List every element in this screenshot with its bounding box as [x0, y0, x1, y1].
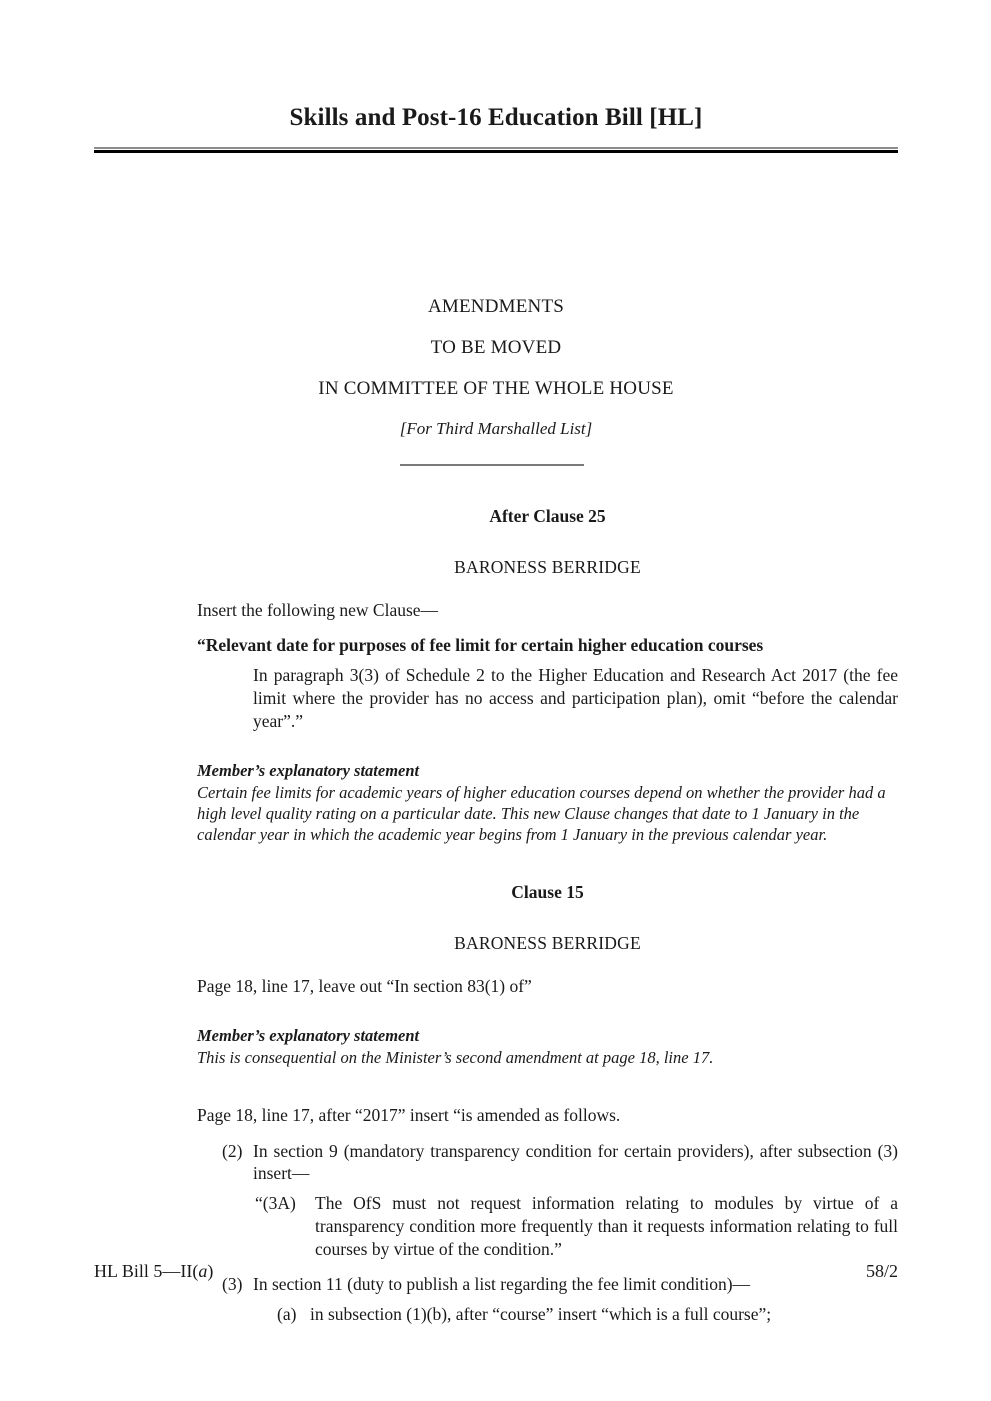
amendment-item-3a-marker: “(3A) [255, 1193, 296, 1214]
header-separator-rule [400, 464, 584, 466]
document-body [197, 505, 898, 1326]
amendment-item-a-marker: (a) [277, 1304, 297, 1325]
rule-thick-line [94, 150, 898, 153]
amendment-item-a-text: in subsection (1)(b), after “course” insert “which is a full course”; [310, 1304, 772, 1325]
spacer [197, 579, 898, 599]
title-double-rule [94, 147, 898, 153]
spacer [197, 845, 898, 881]
page-number: 58/2 [865, 1261, 898, 1281]
spacer [197, 955, 898, 975]
amendment-item-3-marker: (3) [222, 1274, 243, 1295]
spacer [197, 997, 898, 1025]
spacer [197, 732, 898, 760]
amendments-header-block [94, 296, 898, 439]
explanatory-statement-heading-1: Member’s explanatory statement [197, 761, 420, 781]
amendment-item-3a-text: The OfS must not request information relating to modules by virtue of a transparency condition more frequently than it requests information relating to full courses by virtue of the condition.” [315, 1193, 898, 1259]
spacer [197, 1296, 898, 1303]
spacer [197, 621, 898, 634]
new-clause-body: In paragraph 3(3) of Schedule 2 to the Higher Education and Research Act 2017 (the fee limit where the provider has no access and participation plan), omit “before the calendar year”.” [253, 665, 898, 731]
amendment-text-1: Page 18, line 17, leave out “In section 83(1) of” [197, 975, 532, 996]
amendment-item-2-marker: (2) [222, 1140, 243, 1161]
page-footer [94, 1261, 898, 1282]
spacer [197, 657, 898, 664]
amendment-item-3a [255, 1192, 898, 1260]
amendment-item-a [277, 1303, 898, 1326]
spacer [197, 904, 898, 932]
spacer [197, 1185, 898, 1192]
insert-instruction: Insert the following new Clause— [197, 599, 439, 620]
amendment-text-2: Page 18, line 17, after “2017” insert “is amended as follows. [197, 1104, 621, 1125]
new-clause-title: “Relevant date for purposes of fee limit for certain higher education courses [197, 635, 764, 656]
header-line-amendments: AMENDMENTS [427, 296, 565, 317]
section-heading-clause-15: Clause 15 [511, 882, 584, 903]
spacer [197, 1127, 898, 1140]
amendment-item-3-text: In section 11 (duty to publish a list regarding the fee limit condition)— [253, 1274, 751, 1295]
header-line-to-be-moved: TO BE MOVED [430, 337, 562, 358]
bill-reference-suffix: ) [207, 1261, 214, 1281]
section-heading-after-clause-25: After Clause 25 [489, 506, 606, 526]
explanatory-statement-text-1: Certain fee limits for academic years of higher education courses depend on whether the provider had a high level quality rating on a particular date. This new Clause changes that date to 1 January in the calendar year in which the academic year begins from 1 January in the previous calendar year. [197, 782, 886, 844]
spacer [197, 528, 898, 556]
bill-reference-prefix: HL Bill 5—II( [94, 1261, 199, 1281]
explanatory-statement-text-2: This is consequential on the Minister’s second amendment at page 18, line 17. [197, 1047, 714, 1067]
spacer [197, 1068, 898, 1104]
page-title: Skills and Post-16 Education Bill [HL] [289, 104, 703, 131]
bill-reference [94, 1261, 213, 1282]
member-name-clause-15: BARONESS BERRIDGE [454, 932, 641, 953]
bill-reference-italic: a [198, 1261, 208, 1281]
member-name-after-clause-25: BARONESS BERRIDGE [454, 556, 641, 577]
amendment-item-2 [222, 1140, 898, 1186]
amendment-item-2-text: In section 9 (mandatory transparency condition for certain providers), after subsection (3) insert— [253, 1140, 898, 1184]
header-line-in-committee: IN COMMITTEE OF THE WHOLE HOUSE [318, 378, 674, 399]
marshalled-list-note: [For Third Marshalled List] [399, 419, 593, 438]
explanatory-statement-heading-2: Member’s explanatory statement [197, 1026, 420, 1046]
